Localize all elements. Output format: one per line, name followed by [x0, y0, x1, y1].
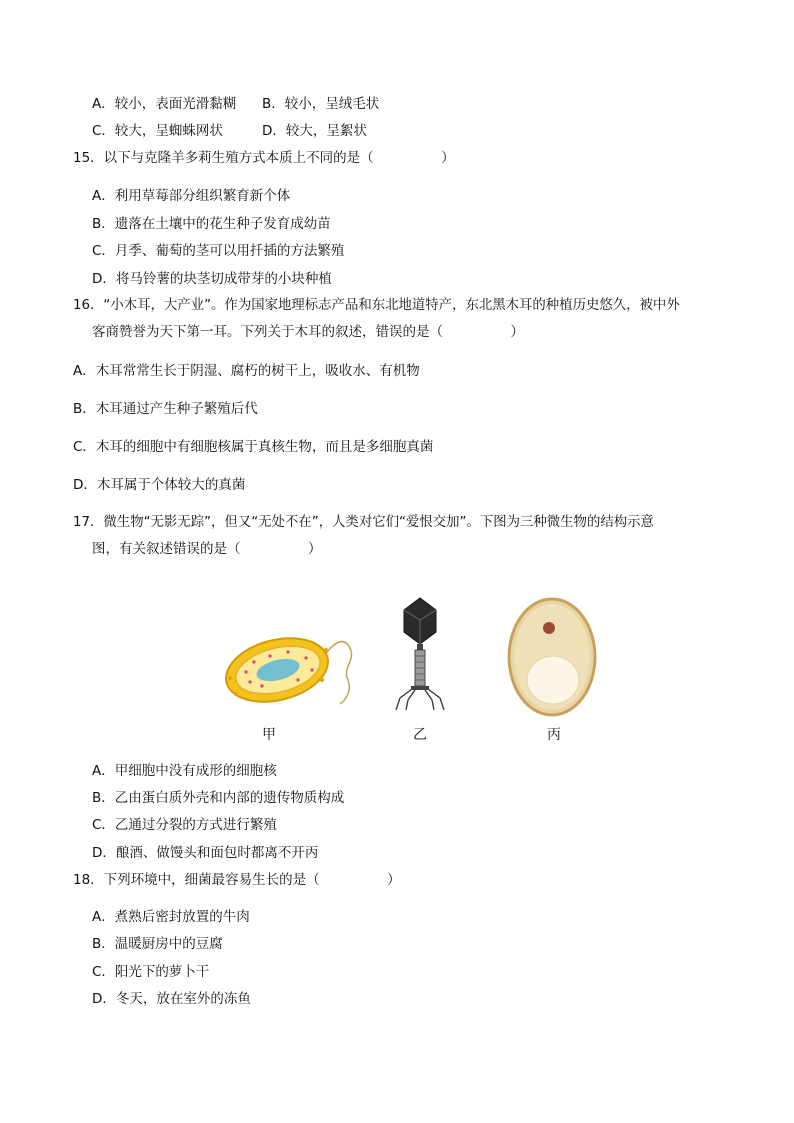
q14-option-b[interactable]: B．较小，呈绒毛状 — [262, 96, 380, 112]
bacterium-figure — [222, 628, 357, 708]
flagellum — [324, 642, 352, 704]
q18-option-c[interactable]: C．阳光下的萝卜干 — [92, 964, 210, 980]
figure-label-bing: 丙 — [547, 727, 561, 743]
q15-option-c[interactable]: C．月季、葡萄的茎可以用扦插的方法繁殖 — [92, 243, 345, 259]
q14-options-row1 — [92, 95, 379, 113]
q15-option-b[interactable]: B．遗落在土壤中的花生种子发育成幼苗 — [92, 216, 331, 232]
virus-figure — [392, 596, 448, 712]
tail-fibers — [396, 689, 444, 710]
q14-option-a[interactable]: A．较小，表面光滑黏糊 — [92, 96, 237, 112]
q16-stem-line2: 客商赞誉为天下第一耳。下列关于木耳的叙述，错误的是（ ） — [92, 324, 524, 340]
q18-option-b[interactable]: B．温暖厨房中的豆腐 — [92, 936, 223, 952]
q16-option-a[interactable]: A．木耳常常生长于阴湿、腐朽的树干上，吸收水、有机物 — [73, 363, 420, 379]
yeast-figure — [506, 596, 598, 718]
q16-option-b[interactable]: B．木耳通过产生种子繁殖后代 — [73, 401, 258, 417]
q17-option-b[interactable]: B．乙由蛋白质外壳和内部的遗传物质构成 — [92, 790, 345, 806]
q16-stem-line1: 16．“小木耳，大产业”。作为国家地理标志产品和东北地道特产，东北黑木耳的种植历史悠久，被中外 — [73, 298, 680, 313]
q15-option-a[interactable]: A．利用草莓部分组织繁育新个体 — [92, 188, 291, 204]
q17-option-d[interactable]: D．酿酒、做馒头和面包时都离不开丙 — [92, 845, 319, 861]
yeast-nucleus — [543, 622, 555, 634]
figure-label-yi: 乙 — [413, 727, 427, 743]
q18-option-d[interactable]: D．冬天，放在室外的冻鱼 — [92, 991, 251, 1007]
q17-stem-line1: 17．微生物“无影无踪”，但又“无处不在”，人类对它们“爱恨交加”。下图为三种微生物的结构示意 — [73, 515, 654, 530]
q17-option-a[interactable]: A．甲细胞中没有成形的细胞核 — [92, 763, 277, 779]
collar — [417, 644, 423, 650]
q14-options-row2 — [92, 122, 367, 140]
q18-stem: 18．下列环境中，细菌最容易生长的是（ ） — [73, 872, 401, 888]
q15-option-d[interactable]: D．将马铃薯的块茎切成带芽的小块种植 — [92, 271, 332, 287]
q18-option-a[interactable]: A．煮熟后密封放置的牛肉 — [92, 909, 250, 925]
q17-stem-line2: 图，有关叙述错误的是（ ） — [92, 541, 322, 557]
base-plate — [411, 686, 429, 690]
figure-label-jia: 甲 — [262, 727, 276, 743]
q15-stem: 15．以下与克隆羊多莉生殖方式本质上不同的是（ ） — [73, 150, 455, 166]
q16-option-d[interactable]: D．木耳属于个体较大的真菌 — [73, 477, 246, 493]
yeast-vacuole — [527, 656, 579, 704]
q14-option-d[interactable]: D．较大，呈絮状 — [262, 123, 367, 139]
q16-option-c[interactable]: C．木耳的细胞中有细胞核属于真核生物，而且是多细胞真菌 — [73, 439, 434, 455]
q17-option-c[interactable]: C．乙通过分裂的方式进行繁殖 — [92, 817, 277, 833]
q14-option-c[interactable]: C．较大，呈蜘蛛网状 — [92, 123, 223, 139]
